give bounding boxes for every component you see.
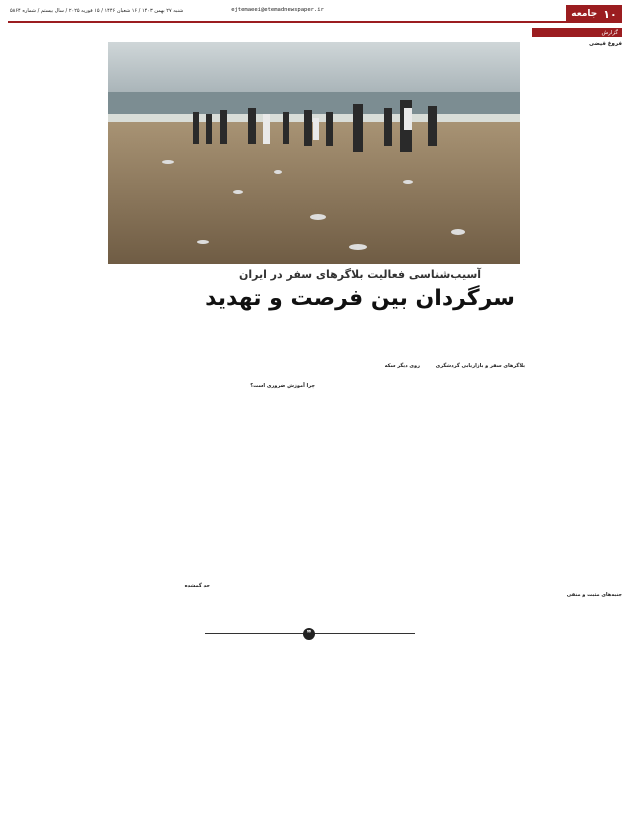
body-text-block xyxy=(532,49,622,589)
section-badge xyxy=(566,5,622,23)
header-rule xyxy=(8,5,566,23)
section-name: جامعه xyxy=(571,9,598,19)
subhead-other-side: روی دیگر سکه xyxy=(384,363,420,369)
subhead-missing-limit: حد گمشده xyxy=(184,583,210,589)
subhead-why-education: چرا آموزش ضروری است؟ xyxy=(250,383,315,389)
issue-date: شنبه ۲۷ بهمن ۱۴۰۳ / ۱۶ شعبان ۱۴۴۶ / ۱۵ فوریه ۲۰۲۵ / سال بیستم / شماره ۵۸۶۴ xyxy=(10,8,184,14)
article-column xyxy=(425,320,525,791)
report-label: گزارش xyxy=(532,28,622,37)
beach-photo xyxy=(108,42,520,264)
article-kicker: آسیب‌شناسی فعالیت بلاگرهای سفر در ایران xyxy=(238,268,482,281)
section-email[interactable]: ejtemaeei@etemadnewspaper.ir xyxy=(231,7,324,13)
pull-quote xyxy=(205,629,415,793)
left-column xyxy=(8,30,103,812)
page-number: ۱۰ xyxy=(603,7,617,21)
author-name: فروغ فیضی xyxy=(589,41,622,47)
page-header xyxy=(8,5,622,23)
article-column xyxy=(110,320,210,791)
article-column xyxy=(215,320,315,631)
right-column xyxy=(532,28,622,812)
subhead-positive-negative: جنبه‌های مثبت و منفی xyxy=(566,592,622,598)
article-column xyxy=(320,320,420,631)
subhead-travel-marketing: بلاگرهای سفر و بازاریابی گردشگری xyxy=(435,363,525,369)
quote-icon: ❞ xyxy=(303,628,315,640)
article-headline: سرگردان بین فرصت و تهدید xyxy=(205,286,515,311)
body-text-block xyxy=(532,600,622,800)
